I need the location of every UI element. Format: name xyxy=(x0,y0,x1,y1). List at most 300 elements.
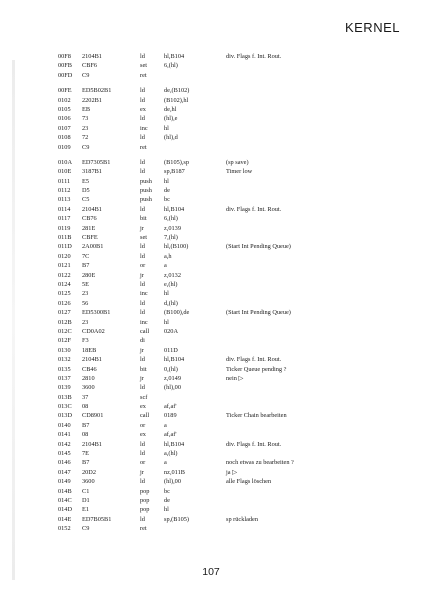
listing-row xyxy=(58,365,346,374)
mnemonic-cell: jr xyxy=(140,224,144,232)
address-cell: 0137 xyxy=(58,374,71,382)
listing-row xyxy=(58,346,346,355)
operands-cell xyxy=(164,336,226,345)
hex-bytes-cell: 2104B1 xyxy=(82,356,102,364)
listing-row xyxy=(58,242,346,251)
mnemonic-cell: di xyxy=(140,337,145,345)
comment-cell xyxy=(226,402,346,411)
operands-cell xyxy=(164,393,226,402)
comment-cell xyxy=(226,505,346,514)
hex-bytes-cell: 2810 xyxy=(82,374,95,382)
listing-row xyxy=(58,205,346,214)
listing-row xyxy=(58,158,346,167)
mnemonic-cell: push xyxy=(140,177,152,185)
comment-cell: Ticker Chain bearbeiten xyxy=(226,412,287,420)
hex-bytes-cell: 23 xyxy=(82,124,89,132)
comment-cell xyxy=(226,124,346,133)
mnemonic-cell: jr xyxy=(140,346,144,354)
hex-bytes-cell: 56 xyxy=(82,299,89,307)
address-cell: 0112 xyxy=(58,187,71,195)
operands-cell: (hl),00 xyxy=(164,478,181,486)
operands-cell: sp,B187 xyxy=(164,168,185,176)
mnemonic-cell: bit xyxy=(140,215,147,223)
mnemonic-cell: pop xyxy=(140,487,150,495)
comment-cell: (Start Int Pending Queue) xyxy=(226,309,291,317)
hex-bytes-cell: 3600 xyxy=(82,384,95,392)
mnemonic-cell: ld xyxy=(140,115,145,123)
operands-cell: de xyxy=(164,187,170,195)
page-number: 107 xyxy=(202,566,220,578)
assembly-listing xyxy=(58,52,346,534)
listing-row xyxy=(58,124,346,133)
operands-cell: (B105),sp xyxy=(164,158,190,166)
hex-bytes-cell: E1 xyxy=(82,506,89,514)
address-cell: 0146 xyxy=(58,459,71,467)
comment-cell xyxy=(226,487,346,496)
address-cell: 0120 xyxy=(58,252,71,260)
hex-bytes-cell: 2A00B1 xyxy=(82,243,104,251)
listing-row xyxy=(58,458,346,467)
address-cell: 0109 xyxy=(58,143,71,151)
comment-cell xyxy=(226,186,346,195)
address-cell: 0113 xyxy=(58,196,71,204)
address-cell: 0111 xyxy=(58,177,71,185)
mnemonic-cell: ld xyxy=(140,87,145,95)
listing-row xyxy=(58,487,346,496)
hex-bytes-cell: ED7305B1 xyxy=(82,158,111,166)
hex-bytes-cell: 7E xyxy=(82,450,89,458)
comment-cell xyxy=(226,346,346,355)
listing-row xyxy=(58,477,346,486)
listing-row xyxy=(58,393,346,402)
address-cell: 010E xyxy=(58,168,72,176)
address-cell: 0139 xyxy=(58,384,71,392)
address-cell: 0127 xyxy=(58,309,71,317)
address-cell: 00FE xyxy=(58,87,72,95)
address-cell: 00FB xyxy=(58,62,72,70)
mnemonic-cell: ld xyxy=(140,515,145,523)
comment-cell: ja ▷ xyxy=(226,468,237,476)
operands-cell: hl xyxy=(164,124,169,132)
address-cell: 0102 xyxy=(58,96,71,104)
listing-row xyxy=(58,224,346,233)
comment-cell xyxy=(226,143,346,152)
mnemonic-cell: ld xyxy=(140,299,145,307)
mnemonic-cell: or xyxy=(140,459,146,467)
comment-cell: div. Flags f. Int. Rout. xyxy=(226,356,282,364)
comment-cell xyxy=(226,393,346,402)
listing-row xyxy=(58,318,346,327)
comment-cell: div. Flags f. Int. Rout. xyxy=(226,440,282,448)
operands-cell: z,0132 xyxy=(164,271,181,279)
hex-bytes-cell: D5 xyxy=(82,187,90,195)
operands-cell xyxy=(164,143,226,152)
comment-cell xyxy=(226,299,346,308)
mnemonic-cell: ld xyxy=(140,243,145,251)
mnemonic-cell: or xyxy=(140,421,146,429)
hex-bytes-cell: CBF6 xyxy=(82,62,98,70)
operands-cell: hl,(B100) xyxy=(164,243,189,251)
operands-cell: 020A xyxy=(164,327,178,335)
comment-cell: sp rückladen xyxy=(226,515,258,523)
mnemonic-cell: ld xyxy=(140,356,145,364)
address-cell: 0107 xyxy=(58,124,71,132)
comment-cell xyxy=(226,252,346,261)
operands-cell: hl xyxy=(164,290,169,298)
hex-bytes-cell: 2104B1 xyxy=(82,440,102,448)
listing-row xyxy=(58,299,346,308)
comment-cell: (Start Int Pending Queue) xyxy=(226,243,291,251)
operands-cell: hl,B104 xyxy=(164,205,185,213)
hex-bytes-cell: D1 xyxy=(82,496,90,504)
address-cell: 0149 xyxy=(58,478,71,486)
mnemonic-cell: ld xyxy=(140,168,145,176)
address-cell: 012F xyxy=(58,337,71,345)
comment-cell xyxy=(226,71,346,80)
mnemonic-cell: ld xyxy=(140,450,145,458)
address-cell: 0114 xyxy=(58,205,71,213)
operands-cell: 011D xyxy=(164,346,178,354)
hex-bytes-cell: 281E xyxy=(82,224,96,232)
operands-cell: 0,(hl) xyxy=(164,365,178,373)
address-cell: 014C xyxy=(58,496,72,504)
operands-cell: (B100),de xyxy=(164,309,190,317)
address-cell: 010A xyxy=(58,158,72,166)
hex-bytes-cell: CBFE xyxy=(82,234,98,242)
address-cell: 0145 xyxy=(58,450,71,458)
address-cell: 00FD xyxy=(58,71,73,79)
hex-bytes-cell: EB xyxy=(82,105,91,113)
mnemonic-cell: ld xyxy=(140,280,145,288)
operands-cell: bc xyxy=(164,487,170,495)
listing-row xyxy=(58,280,346,289)
comment-cell xyxy=(226,96,346,105)
operands-cell: 0189 xyxy=(164,412,177,420)
address-cell: 014B xyxy=(58,487,72,495)
operands-cell: z,0139 xyxy=(164,224,181,232)
mnemonic-cell: ld xyxy=(140,134,145,142)
listing-row xyxy=(58,195,346,204)
comment-cell xyxy=(226,318,346,327)
operands-cell: hl xyxy=(164,506,169,514)
operands-cell: hl,B104 xyxy=(164,356,185,364)
operands-cell: (B102),hl xyxy=(164,96,189,104)
listing-row xyxy=(58,52,346,61)
address-cell: 012B xyxy=(58,318,72,326)
hex-bytes-cell: 37 xyxy=(82,393,89,401)
mnemonic-cell: inc xyxy=(140,318,148,326)
listing-row xyxy=(58,252,346,261)
hex-bytes-cell: 5E xyxy=(82,280,89,288)
hex-bytes-cell: 3187B1 xyxy=(82,168,102,176)
comment-cell: alle Flags löschen xyxy=(226,478,272,486)
hex-bytes-cell: F3 xyxy=(82,337,89,345)
comment-cell: noch etwas zu bearbeiten ? xyxy=(226,459,294,467)
mnemonic-cell: ld xyxy=(140,478,145,486)
address-cell: 0117 xyxy=(58,215,71,223)
hex-bytes-cell: 08 xyxy=(82,431,89,439)
mnemonic-cell: ld xyxy=(140,384,145,392)
address-cell: 0152 xyxy=(58,525,71,533)
comment-cell: div. Flags f. Int. Rout. xyxy=(226,53,282,60)
mnemonic-cell: push xyxy=(140,187,152,195)
hex-bytes-cell: CD8901 xyxy=(82,412,104,420)
listing-row xyxy=(58,308,346,317)
address-cell: 0108 xyxy=(58,134,71,142)
operands-cell: hl xyxy=(164,318,169,326)
listing-row xyxy=(58,214,346,223)
hex-bytes-cell: CB76 xyxy=(82,215,97,223)
comment-cell xyxy=(226,233,346,242)
comment-cell xyxy=(226,327,346,336)
comment-cell xyxy=(226,195,346,204)
listing-row xyxy=(58,355,346,364)
hex-bytes-cell: B7 xyxy=(82,459,90,467)
address-cell: 0141 xyxy=(58,431,71,439)
comment-cell xyxy=(226,214,346,223)
hex-bytes-cell: 2104B1 xyxy=(82,205,102,213)
listing-row xyxy=(58,71,346,80)
comment-cell xyxy=(226,224,346,233)
address-cell: 012C xyxy=(58,327,72,335)
listing-row xyxy=(58,524,346,533)
hex-bytes-cell: 2104B1 xyxy=(82,53,102,60)
hex-bytes-cell: 3600 xyxy=(82,478,95,486)
comment-cell xyxy=(226,383,346,392)
mnemonic-cell: ret xyxy=(140,143,147,151)
operands-cell: de,(B102) xyxy=(164,87,190,95)
listing-row xyxy=(58,383,346,392)
hex-bytes-cell: 72 xyxy=(82,134,89,142)
comment-cell xyxy=(226,177,346,186)
hex-bytes-cell: CD0A02 xyxy=(82,327,105,335)
hex-bytes-cell: 280E xyxy=(82,271,96,279)
comment-cell: div. Flags f. Int. Rout. xyxy=(226,205,282,213)
hex-bytes-cell: C9 xyxy=(82,143,90,151)
mnemonic-cell: ld xyxy=(140,440,145,448)
comment-cell xyxy=(226,261,346,270)
mnemonic-cell: jr xyxy=(140,468,144,476)
operands-cell: (hl),00 xyxy=(164,384,181,392)
hex-bytes-cell: B7 xyxy=(82,262,90,270)
listing-row xyxy=(58,505,346,514)
mnemonic-cell: set xyxy=(140,62,147,70)
listing-row xyxy=(58,496,346,505)
comment-cell xyxy=(226,336,346,345)
operands-cell: 6,(hl) xyxy=(164,215,178,223)
comment-cell: nein ▷ xyxy=(226,374,244,382)
listing-row xyxy=(58,271,346,280)
mnemonic-cell: push xyxy=(140,196,152,204)
listing-row xyxy=(58,336,346,345)
address-cell: 011B xyxy=(58,234,72,242)
address-cell: 014D xyxy=(58,506,72,514)
listing-row xyxy=(58,440,346,449)
comment-cell: Ticker Queue pending ? xyxy=(226,365,287,373)
comment-cell xyxy=(226,105,346,114)
address-cell: 0105 xyxy=(58,105,71,113)
hex-bytes-cell: C9 xyxy=(82,525,90,533)
address-cell: 0124 xyxy=(58,280,71,288)
mnemonic-cell: jr xyxy=(140,271,144,279)
mnemonic-cell: bit xyxy=(140,365,147,373)
address-cell: 0142 xyxy=(58,440,71,448)
operands-cell xyxy=(164,524,226,533)
address-cell: 0126 xyxy=(58,299,71,307)
operands-cell: 6,(hl) xyxy=(164,62,178,70)
hex-bytes-cell: C5 xyxy=(82,196,90,204)
comment-cell xyxy=(226,271,346,280)
listing-row xyxy=(58,449,346,458)
comment-cell xyxy=(226,421,346,430)
operands-cell: (hl),d xyxy=(164,134,178,142)
comment-cell xyxy=(226,496,346,505)
comment-cell xyxy=(226,280,346,289)
listing-row xyxy=(58,233,346,242)
comment-cell xyxy=(226,524,346,533)
mnemonic-cell: call xyxy=(140,327,150,335)
mnemonic-cell: ld xyxy=(140,53,145,60)
hex-bytes-cell: ED7B05B1 xyxy=(82,515,112,523)
address-cell: 0125 xyxy=(58,290,71,298)
mnemonic-cell: ld xyxy=(140,96,145,104)
address-cell: 014E xyxy=(58,515,72,523)
listing-row xyxy=(58,374,346,383)
hex-bytes-cell: 23 xyxy=(82,290,89,298)
address-cell: 0106 xyxy=(58,115,71,123)
comment-cell xyxy=(226,61,346,70)
hex-bytes-cell: ED5B02B1 xyxy=(82,87,112,95)
operands-cell: e,(hl) xyxy=(164,280,178,288)
mnemonic-cell: ret xyxy=(140,71,147,79)
hex-bytes-cell: C9 xyxy=(82,71,90,79)
comment-cell: Timer low xyxy=(226,168,253,176)
address-cell: 0121 xyxy=(58,262,71,270)
listing-row xyxy=(58,430,346,439)
listing-row xyxy=(58,96,346,105)
listing-row xyxy=(58,402,346,411)
address-cell: 0130 xyxy=(58,346,71,354)
listing-row xyxy=(58,411,346,420)
operands-cell: a,(hl) xyxy=(164,450,178,458)
operands-cell: bc xyxy=(164,196,170,204)
mnemonic-cell: jr xyxy=(140,374,144,382)
address-cell: 00F8 xyxy=(58,53,71,60)
listing-row xyxy=(58,186,346,195)
operands-cell: hl xyxy=(164,177,169,185)
operands-cell: a xyxy=(164,421,167,429)
mnemonic-cell: pop xyxy=(140,496,150,504)
address-cell: 013B xyxy=(58,393,72,401)
listing-row xyxy=(58,167,346,176)
comment-cell xyxy=(226,114,346,123)
listing-row xyxy=(58,421,346,430)
hex-bytes-cell: CB46 xyxy=(82,365,97,373)
listing-row xyxy=(58,327,346,336)
operands-cell: a xyxy=(164,262,167,270)
operands-cell: hl,B104 xyxy=(164,440,185,448)
mnemonic-cell: inc xyxy=(140,124,148,132)
mnemonic-cell: or xyxy=(140,262,146,270)
hex-bytes-cell: 08 xyxy=(82,403,89,411)
comment-cell: (sp save) xyxy=(226,158,249,166)
hex-bytes-cell: 2202B1 xyxy=(82,96,102,104)
operands-cell: hl,B104 xyxy=(164,53,185,60)
address-cell: 0140 xyxy=(58,421,71,429)
mnemonic-cell: pop xyxy=(140,506,150,514)
address-cell: 0132 xyxy=(58,356,71,364)
listing-row xyxy=(58,133,346,142)
listing-row xyxy=(58,61,346,70)
operands-cell: de,hl xyxy=(164,105,177,113)
hex-bytes-cell: 18EB xyxy=(82,346,97,354)
operands-cell: af,af' xyxy=(164,431,177,439)
mnemonic-cell: ex xyxy=(140,105,146,113)
address-cell: 0122 xyxy=(58,271,71,279)
address-cell: 0147 xyxy=(58,468,71,476)
address-cell: 0119 xyxy=(58,224,71,232)
mnemonic-cell: ld xyxy=(140,158,145,166)
operands-cell: de xyxy=(164,496,170,504)
address-cell: 013C xyxy=(58,403,72,411)
mnemonic-cell: set xyxy=(140,234,147,242)
mnemonic-cell: ex xyxy=(140,403,146,411)
hex-bytes-cell: B7 xyxy=(82,421,90,429)
hex-bytes-cell: 7C xyxy=(82,252,90,260)
mnemonic-cell: scf xyxy=(140,393,148,401)
operands-cell: 7,(hl) xyxy=(164,234,178,242)
operands-cell xyxy=(164,71,226,80)
mnemonic-cell: call xyxy=(140,412,150,420)
listing-row xyxy=(58,177,346,186)
hex-bytes-cell: E5 xyxy=(82,177,89,185)
listing-row xyxy=(58,86,346,95)
address-cell: 013D xyxy=(58,412,72,420)
listing-row xyxy=(58,105,346,114)
comment-cell xyxy=(226,449,346,458)
operands-cell: af,af' xyxy=(164,403,177,411)
mnemonic-cell: ret xyxy=(140,525,147,533)
listing-row xyxy=(58,468,346,477)
listing-row xyxy=(58,143,346,152)
hex-bytes-cell: 20D2 xyxy=(82,468,96,476)
comment-cell xyxy=(226,289,346,298)
page-binding-shadow xyxy=(12,60,15,580)
mnemonic-cell: inc xyxy=(140,290,148,298)
listing-row xyxy=(58,289,346,298)
mnemonic-cell: ld xyxy=(140,252,145,260)
mnemonic-cell: ld xyxy=(140,205,145,213)
hex-bytes-cell: 73 xyxy=(82,115,89,123)
mnemonic-cell: ld xyxy=(140,309,145,317)
operands-cell: (hl),e xyxy=(164,115,178,123)
address-cell: 011D xyxy=(58,243,72,251)
hex-bytes-cell: C1 xyxy=(82,487,90,495)
hex-bytes-cell: ED5300B1 xyxy=(82,309,111,317)
mnemonic-cell: ex xyxy=(140,431,146,439)
operands-cell: sp,(B105) xyxy=(164,515,190,523)
listing-row xyxy=(58,114,346,123)
operands-cell: d,(hl) xyxy=(164,299,178,307)
comment-cell xyxy=(226,133,346,142)
page-header: KERNEL xyxy=(344,20,400,35)
operands-cell: a xyxy=(164,459,167,467)
listing-row xyxy=(58,515,346,524)
comment-cell xyxy=(226,430,346,439)
comment-cell xyxy=(226,86,346,95)
operands-cell: z,0149 xyxy=(164,374,181,382)
operands-cell: nz,011B xyxy=(164,468,185,476)
